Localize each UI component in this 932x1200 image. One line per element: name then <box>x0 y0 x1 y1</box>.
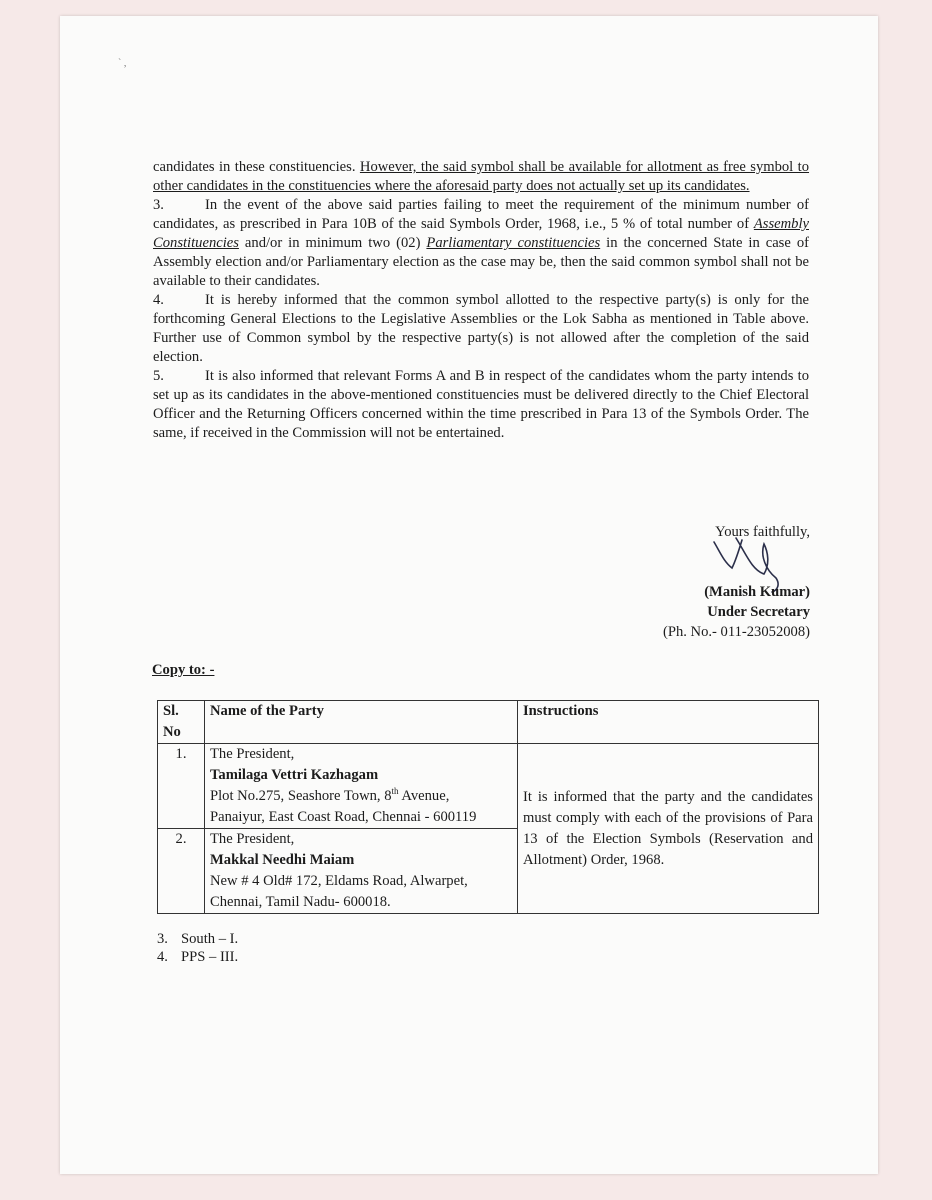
party-address-line: Chennai, Tamil Nadu- 600018. <box>210 894 391 910</box>
paragraph-4: 4. It is hereby informed that the common symbol allotted to the respective party(s) is only for the forthcoming General Elections to the Legislative Assemblies or the Lok Sabha as mentioned in Table above. Further use of Common symbol by the respective party(s) is not allowed after the completion of the said election. <box>153 292 809 365</box>
row-sl: 1. <box>158 744 205 829</box>
table-row <box>158 744 819 829</box>
instructions-cell: It is informed that the party and the candidates must comply with each of the provisions of Para 13 of the Election Symbols (Reservation and Allotment) Order, 1968. <box>518 744 819 914</box>
intro-paragraph: candidates in these constituencies. However, the said symbol shall be available for allotment as free symbol to other candidates in the constituencies where the aforesaid party does not actually set up its candidates. <box>153 159 810 194</box>
party-name: Makkal Needhi Maiam <box>210 852 355 868</box>
list-item: 3. South – I. <box>157 931 239 947</box>
party-address-line: New # 4 Old# 172, Eldams Road, Alwarpet, <box>210 873 468 889</box>
letter-body <box>153 158 809 443</box>
parties-table <box>157 700 819 914</box>
paragraph-5: 5. It is also informed that relevant Forms A and B in respect of the candidates whom the party intends to set up as its candidates in the above-mentioned constituencies must be delivered directly to the Chief Electoral Officer and the Returning Officers concerned within the time prescribed in Para 13 of the Symbols Order. The same, if received in the Commission will not be entertained. <box>153 368 809 441</box>
copy-to-heading: Copy to: - <box>152 662 215 678</box>
header-instructions: Instructions <box>518 701 819 744</box>
paragraph-3: 3. In the event of the above said parties failing to meet the requirement of the minimum number of candidates, as prescribed in Para 10B of the said Symbols Order, 1968, i.e., 5 % of total number of Assembly Constituencies and/or in minimum two (02) Parliamentary constituencies in the concerned State in case of Assembly election and/or Parliamentary election as the case may be, then the said common symbol shall not be available to their candidates. <box>153 197 809 289</box>
party-address-line: Panaiyur, East Coast Road, Chennai - 600119 <box>210 809 477 825</box>
signatory-name: (Manish Kumar) <box>704 584 810 600</box>
table-header-row <box>158 701 819 744</box>
signatory-phone: (Ph. No.- 011-23052008) <box>662 624 810 640</box>
scan-specks: ` , <box>118 58 127 69</box>
extra-copies-list <box>157 930 238 966</box>
salutation: Yours faithfully, <box>715 524 810 540</box>
signatory-designation: Under Secretary <box>707 604 810 620</box>
party-cell: The President, Tamilaga Vettri Kazhagam Plot No.275, Seashore Town, 8th Avenue, Panaiyur, East Coast Road, Chennai - 600119 <box>205 744 518 829</box>
row-sl: 2. <box>158 829 205 914</box>
free-symbol-note: However, the said symbol shall be available for allotment as free symbol to other candidates in the constituencies where the aforesaid party does not actually set up its candidates. <box>153 159 810 194</box>
party-name: Tamilaga Vettri Kazhagam <box>210 767 379 783</box>
party-cell: The President, Makkal Needhi Maiam New # 4 Old# 172, Eldams Road, Alwarpet, Chennai, Tamil Nadu- 600018. <box>205 829 518 914</box>
party-address-line: Plot No.275, Seashore Town, 8th Avenue, <box>210 786 450 804</box>
header-party: Name of the Party <box>205 701 518 744</box>
list-item: 4. PPS – III. <box>157 949 239 965</box>
header-sl-no: Sl. No <box>158 701 205 744</box>
